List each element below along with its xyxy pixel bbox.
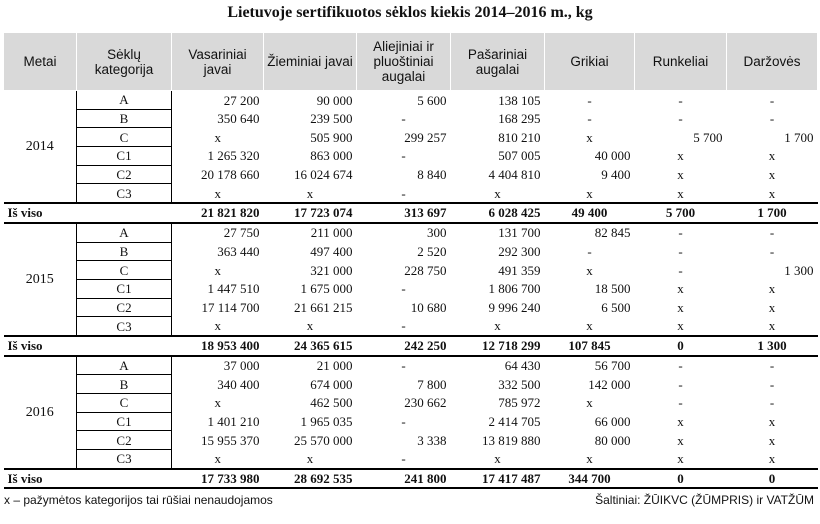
table-row [4, 279, 818, 298]
value-cell: x [677, 167, 684, 183]
total-label: Iš viso [4, 336, 172, 356]
value-cell: 16 024 674 [294, 167, 353, 183]
value-cell: 491 359 [498, 262, 541, 278]
value-cell: - [678, 92, 683, 108]
footnote: x – pažymėtos kategorijos tai rūšiai nenaudojamos [4, 493, 273, 507]
value-cell: x [214, 129, 221, 145]
value-cell: 9 996 240 [488, 299, 541, 315]
total-value-cell: 0 [635, 336, 727, 356]
total-value-cell: 17 733 980 [172, 469, 264, 489]
category-cell: C2 [77, 165, 172, 184]
value-cell: 66 000 [594, 414, 631, 430]
value-cell: - [769, 111, 775, 127]
value-cell: 1 965 035 [300, 414, 353, 430]
category-cell: C3 [77, 317, 172, 336]
value-cell: 10 680 [410, 299, 447, 315]
value-cell: x [768, 318, 776, 334]
value-cell: 674 000 [310, 376, 353, 392]
value-cell: x [586, 318, 593, 334]
value-cell: x [306, 185, 314, 201]
table-row [4, 450, 818, 469]
value-cell: 4 404 810 [488, 167, 541, 183]
value-cell: x [214, 185, 221, 201]
header-category: Sėklų kategorija [77, 33, 172, 91]
value-cell: 80 000 [594, 432, 631, 448]
value-cell: - [401, 414, 406, 430]
table-title: Lietuvoje sertifikuotos sėklos kiekis 2014–2016 m., kg [227, 4, 593, 21]
value-cell: - [401, 451, 406, 467]
table-row [4, 431, 818, 450]
value-cell: x [768, 451, 776, 467]
value-cell: 497 400 [310, 243, 353, 259]
category-cell: C1 [77, 147, 172, 166]
value-cell: x [677, 414, 684, 430]
category-cell: A [77, 223, 172, 242]
value-cell: 505 900 [310, 129, 353, 145]
category-cell: C3 [77, 184, 172, 203]
table-row [4, 375, 818, 394]
value-cell: 2 520 [417, 243, 447, 259]
value-cell: x [768, 281, 776, 297]
value-cell: - [401, 111, 406, 127]
value-cell: - [587, 243, 592, 259]
total-value-cell: 21 821 820 [172, 203, 264, 223]
category-cell: B [77, 109, 172, 128]
category-cell: C [77, 128, 172, 147]
value-cell: 363 440 [217, 243, 260, 259]
value-cell: 142 000 [588, 376, 631, 392]
value-cell: 138 105 [498, 92, 541, 108]
value-cell: 27 750 [223, 225, 260, 241]
value-cell: x [768, 299, 776, 315]
value-cell: x [586, 129, 593, 145]
value-cell: x [214, 318, 221, 334]
total-label: Iš viso [4, 203, 172, 223]
table-row [4, 242, 818, 261]
header-spring-cereals: Vasariniai javai [172, 33, 264, 91]
year-cell: 2015 [4, 223, 77, 336]
table-row [4, 412, 818, 431]
value-cell: 37 000 [223, 358, 260, 374]
value-cell: 785 972 [498, 395, 541, 411]
header-vegetables: Daržovės [727, 33, 818, 91]
total-value-cell: 17 723 074 [264, 203, 357, 223]
value-cell: 462 500 [310, 395, 353, 411]
category-cell: B [77, 242, 172, 261]
table-row [4, 128, 818, 147]
value-cell: 299 257 [404, 129, 447, 145]
value-cell: x [768, 148, 776, 164]
value-cell: - [401, 318, 406, 334]
total-label: Iš viso [4, 469, 172, 489]
year-cell: 2014 [4, 91, 77, 204]
category-cell: A [77, 91, 172, 110]
table-row [4, 165, 818, 184]
total-value-cell: 107 845 [545, 336, 635, 356]
value-cell: x [586, 451, 593, 467]
value-cell: x [494, 185, 501, 201]
value-cell: 90 000 [316, 92, 353, 108]
seed-quantity-table [3, 32, 818, 489]
value-cell: - [678, 225, 683, 241]
value-cell: x [677, 318, 684, 334]
total-row [4, 336, 818, 356]
total-value-cell: 18 953 400 [172, 336, 264, 356]
value-cell: 332 500 [498, 376, 541, 392]
value-cell: 8 840 [417, 167, 447, 183]
value-cell: 1 447 510 [207, 281, 260, 297]
value-cell: 1 300 [784, 262, 814, 278]
source-note: Šaltiniai: ŽŪIKVC (ŽŪMPRIS) ir VATŽŪM [595, 493, 814, 507]
value-cell: x [586, 262, 593, 278]
total-value-cell: 0 [635, 469, 727, 489]
total-value-cell: 313 697 [357, 203, 451, 223]
value-cell: 40 000 [594, 148, 631, 164]
value-cell: 239 500 [310, 111, 353, 127]
value-cell: 211 000 [310, 225, 353, 241]
value-cell: 350 640 [217, 111, 260, 127]
category-cell: A [77, 356, 172, 375]
table-row [4, 298, 818, 317]
header-oil-fibre-crops: Aliejiniai ir pluoštiniai augalai [357, 33, 451, 91]
value-cell: x [494, 318, 501, 334]
value-cell: x [586, 395, 593, 411]
value-cell: 27 200 [223, 92, 260, 108]
value-cell: x [677, 185, 684, 201]
header-year: Metai [4, 33, 77, 91]
value-cell: - [678, 111, 683, 127]
value-cell: - [769, 243, 775, 259]
value-cell: x [768, 185, 776, 201]
total-row [4, 203, 818, 223]
value-cell: 15 955 370 [201, 432, 260, 448]
value-cell: 230 662 [404, 395, 447, 411]
value-cell: 321 000 [310, 262, 353, 278]
value-cell: x [768, 432, 776, 448]
total-value-cell: 344 700 [545, 469, 635, 489]
table-row [4, 91, 818, 110]
value-cell: - [769, 376, 775, 392]
header-winter-cereals: Žieminiai javai [264, 33, 357, 91]
table-row [4, 261, 818, 280]
value-cell: 64 430 [504, 358, 541, 374]
value-cell: 21 000 [316, 358, 353, 374]
value-cell: x [214, 262, 221, 278]
value-cell: - [769, 358, 775, 374]
value-cell: 1 401 210 [207, 414, 260, 430]
value-cell: 6 500 [601, 299, 631, 315]
value-cell: 2 414 705 [488, 414, 541, 430]
value-cell: 340 400 [217, 376, 260, 392]
total-value-cell: 17 417 487 [451, 469, 545, 489]
total-value-cell: 6 028 425 [451, 203, 545, 223]
value-cell: - [401, 358, 406, 374]
value-cell: 1 265 320 [207, 148, 260, 164]
value-cell: x [768, 414, 776, 430]
header-fodder-crops: Pašariniai augalai [451, 33, 545, 91]
value-cell: - [678, 395, 683, 411]
value-cell: 168 295 [498, 111, 541, 127]
value-cell: x [494, 451, 501, 467]
total-value-cell: 1 300 [727, 336, 818, 356]
header-row [4, 33, 818, 91]
value-cell: 507 005 [498, 148, 541, 164]
value-cell: 21 661 215 [294, 299, 353, 315]
value-cell: 131 700 [498, 225, 541, 241]
value-cell: - [769, 225, 775, 241]
value-cell: - [769, 395, 775, 411]
value-cell: 300 [427, 225, 447, 241]
value-cell: - [401, 281, 406, 297]
value-cell: 1 700 [784, 129, 814, 145]
total-value-cell: 242 250 [357, 336, 451, 356]
value-cell: 7 800 [417, 376, 447, 392]
category-cell: B [77, 375, 172, 394]
value-cell: 9 400 [601, 167, 631, 183]
value-cell: - [769, 92, 775, 108]
header-beets: Runkeliai [635, 33, 727, 91]
table-row [4, 184, 818, 203]
value-cell: 1 806 700 [488, 281, 541, 297]
value-cell: - [401, 148, 406, 164]
value-cell: x [677, 432, 684, 448]
value-cell: x [677, 148, 684, 164]
category-cell: C1 [77, 279, 172, 298]
value-cell: 82 845 [594, 225, 631, 241]
value-cell: x [586, 185, 593, 201]
value-cell: x [214, 395, 221, 411]
value-cell: x [677, 299, 684, 315]
value-cell: - [678, 376, 683, 392]
year-cell: 2016 [4, 356, 77, 469]
value-cell: 20 178 660 [201, 167, 260, 183]
category-cell: C [77, 261, 172, 280]
value-cell: 1 675 000 [300, 281, 353, 297]
value-cell: x [214, 451, 221, 467]
value-cell: 228 750 [404, 262, 447, 278]
table-row [4, 317, 818, 336]
category-cell: C [77, 394, 172, 413]
value-cell: 13 819 880 [482, 432, 541, 448]
value-cell: - [678, 243, 683, 259]
value-cell: 292 300 [498, 243, 541, 259]
value-cell: 5 600 [417, 92, 447, 108]
value-cell: 3 338 [417, 432, 447, 448]
total-value-cell: 28 692 535 [264, 469, 357, 489]
value-cell: x [677, 451, 684, 467]
category-cell: C1 [77, 412, 172, 431]
total-value-cell: 5 700 [635, 203, 727, 223]
value-cell: 56 700 [594, 358, 631, 374]
value-cell: x [677, 281, 684, 297]
category-cell: C3 [77, 450, 172, 469]
total-value-cell: 12 718 299 [451, 336, 545, 356]
total-value-cell: 241 800 [357, 469, 451, 489]
total-value-cell: 1 700 [727, 203, 818, 223]
table-row [4, 223, 818, 242]
value-cell: - [587, 111, 592, 127]
value-cell: x [306, 451, 314, 467]
value-cell: 863 000 [310, 148, 353, 164]
table-row [4, 147, 818, 166]
category-cell: C2 [77, 431, 172, 450]
value-cell: - [587, 92, 592, 108]
total-row [4, 469, 818, 489]
table-row [4, 394, 818, 413]
value-cell: 810 210 [498, 129, 541, 145]
total-value-cell: 0 [727, 469, 818, 489]
value-cell: 5 700 [693, 129, 723, 145]
value-cell: x [306, 318, 314, 334]
value-cell: 17 114 700 [201, 299, 260, 315]
value-cell: 18 500 [594, 281, 631, 297]
header-buckwheat: Grikiai [545, 33, 635, 91]
total-value-cell: 49 400 [545, 203, 635, 223]
table-row [4, 356, 818, 375]
category-cell: C2 [77, 298, 172, 317]
value-cell: 25 570 000 [294, 432, 353, 448]
value-cell: - [678, 358, 683, 374]
table-row [4, 109, 818, 128]
value-cell: x [768, 167, 776, 183]
total-value-cell: 24 365 615 [264, 336, 357, 356]
value-cell: - [401, 185, 406, 201]
value-cell: - [678, 262, 683, 278]
